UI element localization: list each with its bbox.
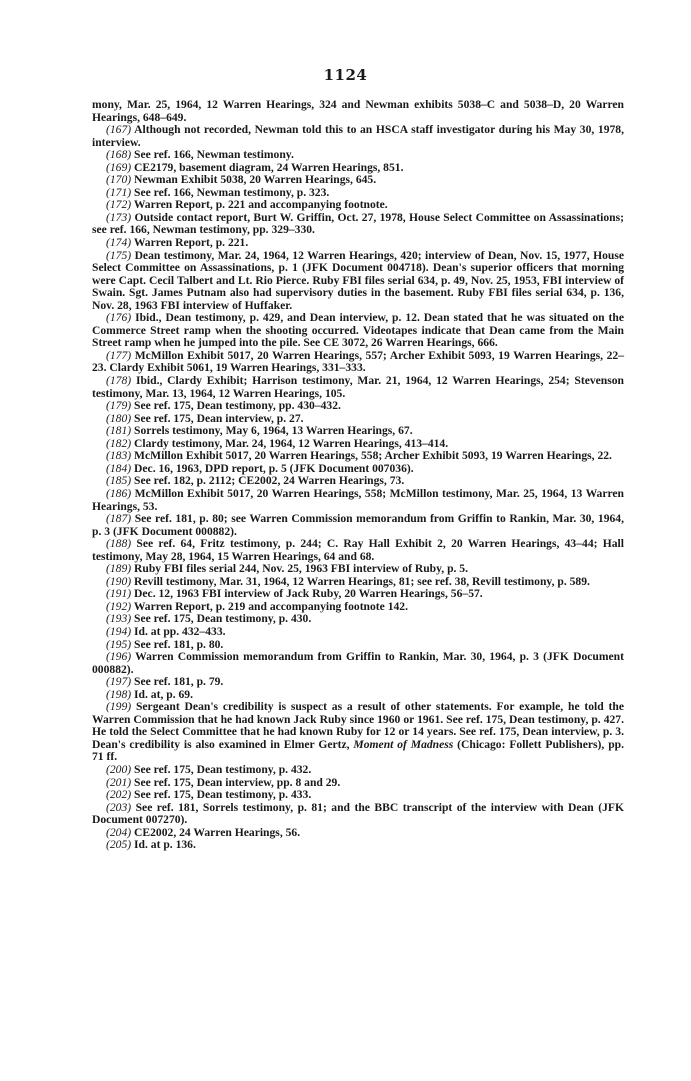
endnote-text: CE2179, basement diagram, 24 Warren Hearings, 851.: [134, 160, 404, 174]
endnote-number: (176): [106, 311, 132, 325]
endnote-text: See ref. 181, p. 79.: [134, 675, 224, 689]
endnote-text: Warren Commission memorandum from Griffin to Rankin, Mar. 30, 1964, p. 3 (JFK Document 000882).: [92, 650, 624, 676]
endnote-number: (202): [106, 788, 132, 802]
endnote-number: (172): [106, 198, 132, 212]
endnote-number: (170): [106, 173, 132, 187]
endnote-number: (173): [106, 210, 132, 224]
endnote-text: McMillon Exhibit 5017, 20 Warren Hearings, 558; Archer Exhibit 5093, 19 Warren Hearings, 22.: [134, 449, 612, 463]
book-title: Moment of Madness: [353, 737, 454, 751]
endnote-text: See ref. 175, Dean testimony, p. 433.: [134, 788, 312, 802]
endnote-text: See ref. 175, Dean testimony, pp. 430–432.: [134, 399, 341, 413]
endnote-text: mony, Mar. 25, 1964, 12 Warren Hearings, 324 and Newman exhibits 5038–C and 5038–D, 20 Warren Hearings, 648–649.: [92, 98, 624, 124]
endnote-number: (198): [106, 687, 132, 701]
endnote-text: See ref. 175, Dean testimony, p. 430.: [134, 612, 312, 626]
endnote: [92, 513, 624, 538]
endnote-number: (203): [106, 800, 132, 814]
endnote-number: (167): [106, 123, 132, 137]
endnote-text: Dec. 12, 1963 FBI interview of Jack Ruby, 20 Warren Hearings, 56–57.: [134, 587, 483, 601]
endnote-text: Ibid., Clardy Exhibit; Harrison testimony, Mar. 21, 1964, 12 Warren Hearings, 254; Stevenson testimony, Mar. 13, 1964, 12 Warren Hearings, 105.: [92, 374, 624, 400]
endnote-number: (195): [106, 637, 132, 651]
endnote-number: (181): [106, 424, 132, 438]
endnote-number: (191): [106, 587, 132, 601]
endnote-number: (201): [106, 775, 132, 789]
endnote-text: See ref. 166, Newman testimony, p. 323.: [134, 185, 330, 199]
endnote: [92, 350, 624, 375]
endnote-number: (186): [106, 486, 132, 500]
endnote-number: (182): [106, 436, 132, 450]
endnote: [92, 99, 624, 124]
endnote: [92, 212, 624, 237]
endnote-number: (205): [106, 838, 132, 852]
endnote-number: (204): [106, 825, 132, 839]
endnote-text: Ibid., Dean testimony, p. 429, and Dean interview, p. 12. Dean stated that he was situated on the Commerce Street ramp when the shooting occurred. Videotapes indicate that Dean came from the Main Street ramp when he jumped into the pile. See CE 3072, 26 Warren Hearings, 666.: [92, 311, 624, 350]
endnote-number: (184): [106, 461, 132, 475]
endnote-text: Dean testimony, Mar. 24, 1964, 12 Warren Hearings, 420; interview of Dean, Nov. 15, 1977, House Select Committee on Assassinations, p. 1 (JFK Document 004718). Dean's superior officers that morning were Capt. Cecil Talbert and Lt. Rio Pierce. Ruby FBI files serial 634, p. 49, Nov. 25, 1953, FBI interview of Swain. Sgt. James Putnam also had supervisory duties in the basement. Ruby FBI files serial 634, p. 136, Nov. 28, 1963 FBI interview of Huffaker.: [92, 248, 624, 312]
endnote-text: Warren Report, p. 221 and accompanying footnote.: [133, 198, 388, 212]
endnote-text: CE2002, 24 Warren Hearings, 56.: [134, 825, 301, 839]
endnote: [92, 124, 624, 149]
endnote-number: (183): [106, 449, 132, 463]
endnote-text: Ruby FBI files serial 244, Nov. 25, 1963 FBI interview of Ruby, p. 5.: [134, 562, 469, 576]
endnote-number: (185): [106, 474, 132, 488]
endnote-text: See ref. 175, Dean interview, pp. 8 and 29.: [134, 775, 341, 789]
endnote-number: (197): [106, 675, 132, 689]
endnote: [92, 375, 624, 400]
endnote-text: Although not recorded, Newman told this to an HSCA staff investigator during his May 30, 1978, interview.: [92, 123, 624, 149]
endnote-text-after: (Chicago: Follett Publishers), pp. 71 ff.: [92, 737, 624, 764]
endnote-text: Id. at, p. 69.: [134, 687, 193, 701]
page-number: 1124: [323, 66, 368, 84]
endnote-text: See ref. 182, p. 2112; CE2002, 24 Warren Hearings, 73.: [134, 474, 405, 488]
endnote-number: (196): [106, 650, 132, 664]
endnote-number: (192): [106, 599, 132, 613]
endnote-number: (174): [106, 236, 132, 250]
endnote-number: (178): [106, 374, 132, 388]
endnote-number: (179): [106, 399, 132, 413]
endnote-text: See ref. 166, Newman testimony.: [134, 148, 294, 162]
endnote-text: See ref. 181, p. 80; see Warren Commission memorandum from Griffin to Rankin, Mar. 30, 1964, p. 3 (JFK Document 000882).: [92, 512, 624, 538]
endnote-number: (194): [106, 624, 132, 638]
endnote-text: Warren Report, p. 219 and accompanying footnote 142.: [133, 599, 408, 613]
endnote-number: (190): [106, 574, 132, 588]
endnote-number: (187): [106, 512, 132, 526]
endnote-text: Sergeant Dean's credibility is suspect as a result of other statements. For example, he told the Warren Commission that he had known Jack Ruby since 1960 or 1961. See ref. 175, Dean testimony, p. 427. He told the Select Committee that he had known Ruby for 12 or 14 years. See ref. 175, Dean interview, p. 3. Dean's credibility is also examined in Elmer Gertz,: [92, 700, 624, 751]
endnote-text: Dec. 16, 1963, DPD report, p. 5 (JFK Document 007036).: [134, 461, 414, 475]
endnote-number: (171): [106, 185, 132, 199]
endnote-number: (188): [106, 537, 132, 551]
endnote: [92, 839, 624, 852]
endnote-number: (193): [106, 612, 132, 626]
endnote-text: See ref. 175, Dean interview, p. 27.: [134, 411, 304, 425]
endnote: [92, 651, 624, 676]
endnote-text: Clardy testimony, Mar. 24, 1964, 12 Warren Hearings, 413–414.: [134, 436, 449, 450]
endnote-text: McMillon Exhibit 5017, 20 Warren Hearings, 558; McMillon testimony, Mar. 25, 1964, 13 Warren Hearings, 53.: [92, 486, 624, 513]
endnote-number: (199): [106, 700, 132, 714]
endnote-text: See ref. 64, Fritz testimony, p. 244; C. Ray Hall Exhibit 2, 20 Warren Hearings, 43–44; Hall testimony, May 28, 1964, 15 Warren Hearings, 64 and 68.: [92, 537, 624, 563]
endnote-text: Id. at pp. 432–433.: [134, 624, 226, 638]
endnote: [92, 250, 624, 313]
endnote: [92, 701, 624, 764]
endnote: [92, 802, 624, 827]
endnote-text: See ref. 181, p. 80.: [134, 637, 224, 651]
endnote-text: Newman Exhibit 5038, 20 Warren Hearings, 645.: [134, 173, 377, 187]
endnotes: [92, 99, 624, 852]
endnote: [92, 488, 624, 513]
endnote: [92, 312, 624, 350]
endnote-number: (180): [106, 411, 132, 425]
endnote-number: (169): [106, 160, 132, 174]
endnote-text: See ref. 181, Sorrels testimony, p. 81; and the BBC transcript of the interview with Dean (JFK Document 007270).: [92, 800, 624, 827]
endnote-text: Sorrels testimony, May 6, 1964, 13 Warren Hearings, 67.: [134, 424, 413, 438]
endnote: [92, 538, 624, 563]
endnote-number: (177): [106, 348, 132, 362]
endnote-text: See ref. 175, Dean testimony, p. 432.: [134, 762, 312, 776]
endnote-text: Outside contact report, Burt W. Griffin, Oct. 27, 1978, House Select Committee on Assassinations; see ref. 166, Newman testimony, pp. 329–330.: [92, 210, 624, 237]
endnote-text: Revill testimony, Mar. 31, 1964, 12 Warren Hearings, 81; see ref. 38, Revill testimony, p. 589.: [134, 574, 590, 588]
endnote-number: (175): [106, 248, 132, 262]
endnote-text: McMillon Exhibit 5017, 20 Warren Hearings, 557; Archer Exhibit 5093, 19 Warren Hearings, 22–23. Clardy Exhibit 5061, 19 Warren Hearings, 331–333.: [92, 348, 624, 375]
endnote-text: Warren Report, p. 221.: [133, 236, 249, 250]
endnote-number: (189): [106, 562, 132, 576]
endnote-number: (200): [106, 762, 132, 776]
endnote-number: (168): [106, 148, 132, 162]
endnote-text: Id. at p. 136.: [134, 838, 196, 852]
